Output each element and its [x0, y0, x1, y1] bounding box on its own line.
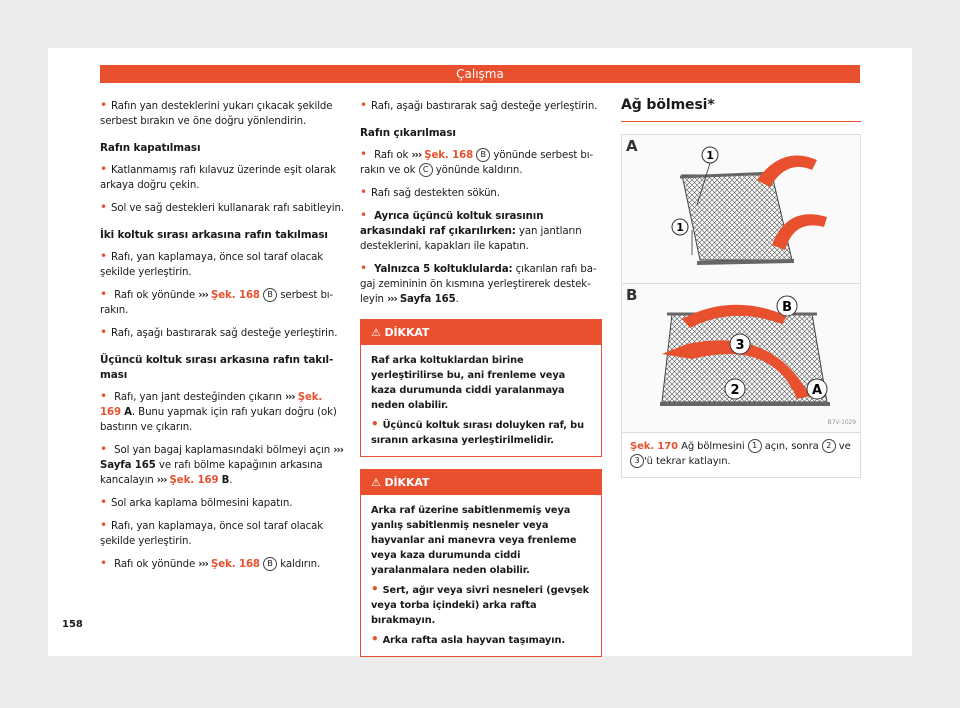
net-panel — [682, 175, 792, 260]
warning-triangle-icon: ⚠ — [371, 476, 381, 489]
bullet-text: • Yalnızca 5 koltuklularda: çıkarılan rafı bagaj zemininin ön kısmına yerleştirerek destekleyin ››› Sayfa 165. — [360, 261, 602, 307]
page-link[interactable]: Sayfa 165 — [100, 460, 156, 471]
figure-link[interactable]: Şek. 168 — [424, 150, 474, 161]
warning-text: Raf arka koltuklardan birine yerleştirilirse bu, ani frenleme veya kaza durumunda ciddi yaralanmaya neden olabilir. — [371, 355, 566, 411]
bullet-text: • Rafın yan desteklerini yukarı çıkacak şekilde serbest bırakın ve öne doğru yönlendirin. — [100, 98, 345, 129]
callout-marker: B — [476, 148, 490, 162]
section-title: Ağ bölmesi* — [621, 98, 861, 122]
warning-header: ⚠ DİKKAT — [361, 470, 601, 495]
chapter-header: Çalışma — [100, 65, 860, 83]
bullet-text: • Rafı ok ››› Şek. 168 B yönünde serbest bırakın ve ok C yönünde kaldırın. — [360, 147, 602, 178]
figure-link[interactable]: Şek. 168 — [211, 559, 260, 570]
ref-arrows: ››› — [198, 559, 208, 570]
figure-caption: Şek. 170 Ağ bölmesini 1 açın, sonra 2 ve 3 'ü tekrar katlayın. — [630, 441, 851, 467]
column-3 — [621, 98, 861, 478]
warning-text: Arka raf üzerine sabitlenmemiş veya yanlış sabitlenmiş nesneler veya hayvanlar ani manevra veya frenleme veya kaza durumunda ciddi yaralanmalara neden olabilir. — [371, 505, 577, 576]
panel-letter: A — [626, 137, 638, 155]
ref-arrows: ››› — [156, 475, 167, 486]
section-heading: Rafın çıkarılması — [360, 127, 456, 139]
callout-number: 1 — [706, 149, 714, 162]
callout-number: 1 — [676, 221, 684, 234]
figure — [621, 134, 861, 478]
callout-letter: A — [812, 383, 822, 398]
ref-arrows: ››› — [198, 290, 208, 301]
warning-triangle-icon: ⚠ — [371, 326, 381, 339]
ref-arrows: ››› — [387, 294, 397, 305]
bullet-text: • Sol arka kaplama bölmesini kapatın. — [100, 495, 345, 511]
figure-link[interactable]: Şek. 169 — [100, 392, 323, 418]
figure-panel-a — [622, 135, 860, 284]
warning-body — [361, 345, 601, 456]
figure-panel-b — [622, 284, 860, 433]
bullet-text: • Rafı, yan jant desteğinden çıkarın ››› Şek. 169 A. Bunu yapmak için rafı yukarı doğru (ok) bastırın ve çıkarın. — [100, 389, 345, 435]
bullet-text: • Rafı ok yönünde ››› Şek. 168 B serbest bırakın. — [100, 287, 345, 318]
section-heading: Rafın kapatılması — [100, 142, 201, 154]
figure-code: B7V-1029 — [827, 419, 856, 426]
callout-marker: 3 — [630, 454, 644, 468]
callout-marker: B — [263, 288, 277, 302]
warning-bullet: • Arka rafta asla hayvan taşımayın. — [371, 632, 591, 648]
callout-marker: C — [419, 163, 433, 177]
callout-number: 3 — [735, 338, 745, 353]
column-1 — [100, 98, 345, 579]
bullet-text: • Rafı ok yönünde ››› Şek. 168 B kaldırın. — [100, 556, 345, 572]
ref-arrows: ››› — [284, 392, 295, 403]
bullet-text: • Ayrıca üçüncü koltuk sırasının arkasındaki raf çıkarılırken: yan jantların desteklerini, kapakları ile kapatın. — [360, 208, 602, 254]
figure-link[interactable]: Şek. 169 — [169, 475, 219, 486]
warning-bullet: • Sert, ağır veya sivri nesneleri (gevşek veya torba içindeki) arka rafta bırakmayın. — [371, 582, 591, 628]
bullet-text: • Rafı sağ destekten sökün. — [360, 185, 602, 201]
bullet-text: • Katlanmamış rafı kılavuz üzerinde eşit olarak arkaya doğru çekin. — [100, 162, 345, 193]
ref-arrows: ››› — [333, 445, 343, 456]
warning-header: ⚠ DİKKAT — [361, 320, 601, 345]
warning-bullet: • Üçüncü koltuk sırası doluyken raf, bu sıranın arkasına yerleştirilmelidir. — [371, 417, 591, 448]
rotation-arrow — [757, 156, 817, 188]
panel-letter: B — [626, 286, 638, 304]
net-partition-illustration-a — [622, 135, 860, 283]
callout-marker: 2 — [822, 439, 836, 453]
net-bar — [697, 261, 794, 263]
section-heading: Üçüncü koltuk sırası arkasına rafın takılması — [100, 354, 334, 381]
bullet-text: • Rafı, aşağı bastırarak sağ desteğe yerleştirin. — [360, 98, 602, 114]
bullet-text: • Sol ve sağ destekleri kullanarak rafı sabitleyin. — [100, 200, 345, 216]
warning-box — [360, 469, 602, 657]
page-link[interactable]: Sayfa 165 — [399, 294, 456, 305]
bullet-text: • Rafı, yan kaplamaya, önce sol taraf olacak şekilde yerleştirin. — [100, 518, 345, 549]
column-2 — [360, 98, 602, 667]
callout-marker: 1 — [748, 439, 762, 453]
warning-box — [360, 319, 602, 457]
warning-body — [361, 495, 601, 656]
net-partition-illustration-b — [622, 284, 860, 432]
section-heading: İki koltuk sırası arkasına rafın takılması — [100, 229, 328, 241]
callout-letter: B — [782, 300, 792, 315]
page-number: 158 — [62, 619, 83, 630]
figure-label: Şek. 170 — [630, 441, 678, 452]
callout-number: 2 — [730, 383, 740, 398]
ref-arrows: ››› — [411, 150, 422, 161]
bullet-text: • Rafı, yan kaplamaya, önce sol taraf olacak şekilde yerleştirin. — [100, 249, 345, 280]
bullet-text: • Rafı, aşağı bastırarak sağ desteğe yerleştirin. — [100, 325, 345, 341]
bullet-text: • Sol yan bagaj kaplamasındaki bölmeyi açın ››› Sayfa 165 ve rafı bölme kapağının arkasına kancalayın ››› Şek. 169 B. — [100, 442, 345, 488]
callout-marker: B — [263, 557, 277, 571]
figure-link[interactable]: Şek. 168 — [211, 290, 260, 301]
